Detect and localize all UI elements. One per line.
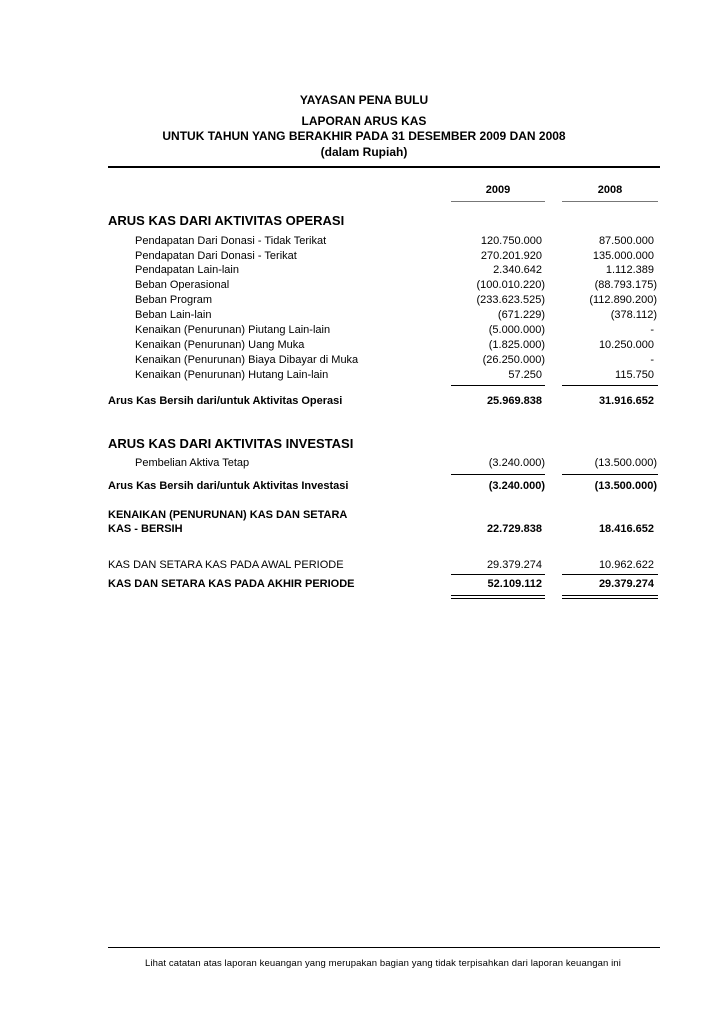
row-value-2008: (112.890.200) — [589, 294, 657, 306]
row-value-2009: 270.201.920 — [480, 250, 542, 262]
row-value-2009: (5.000.000) — [488, 324, 545, 336]
row-label: Kenaikan (Penurunan) Uang Muka — [135, 339, 305, 351]
ending-balance-2008: 29.379.274 — [598, 578, 654, 590]
beginning-balance-2008: 10.962.622 — [598, 559, 654, 571]
row-value-2008: - — [650, 354, 654, 366]
investing-total-2009: (3.240.000) — [488, 480, 545, 492]
beginning-balance-label: KAS DAN SETARA KAS PADA AWAL PERIODE — [108, 559, 344, 571]
row-value-2009: 57.250 — [508, 369, 542, 381]
column-header-2009: 2009 — [485, 184, 511, 196]
investing-subtotal-rule-2009 — [451, 474, 545, 475]
row-value-2008: 135.000.000 — [592, 250, 654, 262]
row-value-2009: 120.750.000 — [480, 235, 542, 247]
ending-balance-2009: 52.109.112 — [487, 578, 542, 590]
row-label: Beban Operasional — [135, 279, 230, 291]
double-underline-bottom-2009 — [451, 598, 545, 599]
double-underline-top-2008 — [562, 595, 658, 596]
report-title: LAPORAN ARUS KAS — [301, 114, 427, 128]
net-change-label-line2: KAS - BERSIH — [108, 523, 183, 535]
operating-subtotal-rule-2009 — [451, 385, 545, 386]
operating-total-2009: 25.969.838 — [486, 395, 542, 407]
operating-total-label: Arus Kas Bersih dari/untuk Aktivitas Operasi — [108, 395, 343, 407]
net-change-label-line1: KENAIKAN (PENURUNAN) KAS DAN SETARA — [108, 509, 348, 521]
double-underline-top-2009 — [451, 595, 545, 596]
net-change-2009: 22.729.838 — [486, 523, 542, 535]
report-period: UNTUK TAHUN YANG BERAKHIR PADA 31 DESEMBER 2009 DAN 2008 — [162, 129, 566, 143]
row-value-2009: (3.240.000) — [488, 457, 545, 469]
row-value-2009: (100.010.220) — [476, 279, 545, 291]
row-label: Pembelian Aktiva Tetap — [135, 457, 250, 469]
row-label: Kenaikan (Penurunan) Piutang Lain-lain — [135, 324, 331, 336]
net-change-2008: 18.416.652 — [598, 523, 654, 535]
row-value-2008: 10.250.000 — [598, 339, 654, 351]
section-heading-operating: ARUS KAS DARI AKTIVITAS OPERASI — [108, 213, 345, 228]
row-value-2009: (1.825.000) — [488, 339, 545, 351]
row-value-2008: 87.500.000 — [598, 235, 654, 247]
row-value-2009: (26.250.000) — [482, 354, 545, 366]
column-underline-2009 — [451, 201, 545, 202]
row-value-2008: (88.793.175) — [594, 279, 657, 291]
row-label: Beban Lain-lain — [135, 309, 212, 321]
row-label: Beban Program — [135, 294, 213, 306]
row-value-2008: 115.750 — [615, 369, 654, 381]
row-label: Pendapatan Dari Donasi - Terikat — [135, 250, 297, 262]
section-heading-investing: ARUS KAS DARI AKTIVITAS INVESTASI — [108, 436, 354, 451]
row-label: Kenaikan (Penurunan) Hutang Lain-lain — [135, 369, 329, 381]
column-header-2008: 2008 — [597, 184, 623, 196]
row-value-2008: - — [650, 324, 654, 336]
operating-subtotal-rule-2008 — [562, 385, 658, 386]
row-label: Kenaikan (Penurunan) Biaya Dibayar di Muka — [135, 354, 359, 366]
investing-total-2008: (13.500.000) — [594, 480, 657, 492]
investing-subtotal-rule-2008 — [562, 474, 658, 475]
column-underline-2008 — [562, 201, 658, 202]
row-value-2008: (378.112) — [610, 309, 657, 321]
footer-divider — [108, 947, 660, 948]
beginning-balance-2009: 29.379.274 — [486, 559, 542, 571]
row-value-2009: (233.623.525) — [476, 294, 545, 306]
row-value-2009: (671.229) — [497, 309, 545, 321]
footer-note: Lihat catatan atas laporan keuangan yang merupakan bagian yang tidak terpisahkan dari laporan keuangan ini — [145, 958, 621, 969]
double-underline-bottom-2008 — [562, 598, 658, 599]
row-value-2009: 2.340.642 — [493, 264, 542, 276]
header-divider — [108, 166, 660, 168]
ending-rule-2009 — [451, 574, 545, 575]
row-label: Pendapatan Lain-lain — [135, 264, 239, 276]
operating-total-2008: 31.916.652 — [598, 395, 654, 407]
organization-name: YAYASAN PENA BULU — [299, 93, 429, 107]
ending-balance-label: KAS DAN SETARA KAS PADA AKHIR PERIODE — [108, 578, 355, 590]
ending-rule-2008 — [562, 574, 658, 575]
currency-note: (dalam Rupiah) — [320, 145, 408, 159]
row-value-2008: (13.500.000) — [594, 457, 657, 469]
row-value-2008: 1.112.389 — [605, 264, 654, 276]
row-label: Pendapatan Dari Donasi - Tidak Terikat — [135, 235, 327, 247]
investing-total-label: Arus Kas Bersih dari/untuk Aktivitas Investasi — [108, 480, 349, 492]
